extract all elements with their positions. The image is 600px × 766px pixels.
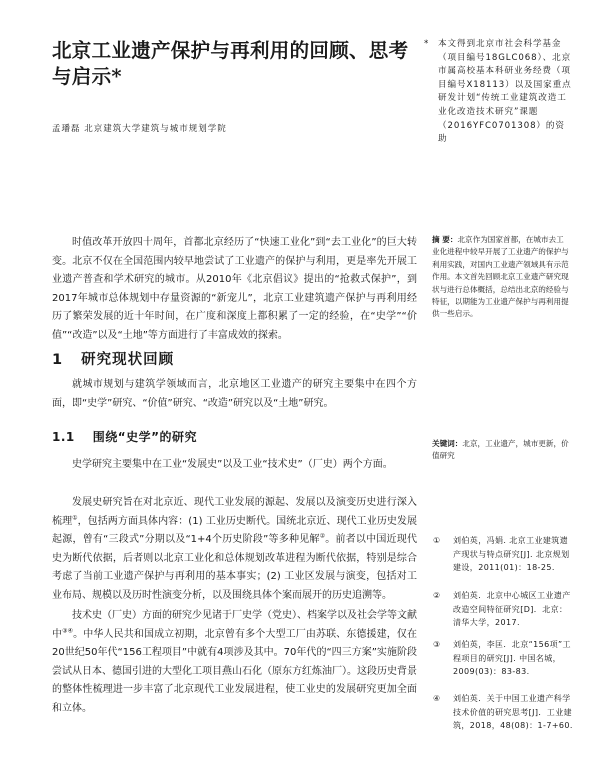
funding-note-marker: *: [424, 39, 429, 49]
section-title: 研究现状回顾: [81, 352, 175, 368]
history-paragraph-2: [52, 494, 417, 605]
section1-paragraph: 就城市规划与建筑学领域而言，北京地区工业遗产的研究主要集中在四个方面，即“史学”研究、“价值”研究、“改造”研究以及“土地”研究。: [52, 379, 417, 409]
para3-text-b: 。中华人民共和国成立初期，北京曾有多个大型工厂由苏联、东德援建，仅在20世纪50年代“156工程项目”中就有4项涉及其中。70年代的“四三方案”实施阶段尝试从日本、德国引进的大型化工项目燕山石化（原东方红炼油厂）。这段历史背景的整体性梳理进一步丰富了北京现代工业发展进程，使工业史的发展研究更加全面和立体。: [52, 628, 418, 714]
abstract-label: 摘 要：: [432, 235, 458, 244]
footnote-marker: ③: [433, 640, 441, 649]
para3-text-a: 技术史（厂史）方面的研究少见诸于厂史学（党史）、档案学以及社会学等文献中: [52, 610, 417, 640]
history-paragraph-1: 史学研究主要集中在工业“发展史”以及工业“技术史”（厂史）两个方面。: [72, 459, 393, 470]
keywords-label: 关键词：: [432, 439, 463, 448]
footnote-text: 刘伯英．关于中国工业遗产科学技术价值的研究思考[J]．工业建筑，2018，48(08)：1-7+60.: [453, 694, 573, 730]
subsection-heading-1-1: [52, 428, 197, 445]
para2-text-c: 。前者以中国近现代史为断代依据，后者则以北京工业化和总体规划改革进程为断代依据，特别是综合考虑了当前工业遗产保护与再利用的基本事实；(2) 工业区发展与演变，包括对工业布局、规模以及历时性演变分析，以及围绕具体个案而展开的历史追溯等。: [52, 534, 417, 601]
abstract-text: 北京作为国家首都，在城市去工业化进程中较早开展了工业遗产的保护与利用实践，对国内工业遗产领域具有示范作用。本文首先回顾北京工业遗产研究现状与进行总体概括，总结出北京的经验与特征，以期能为工业遗产保护与再利用提供一些启示。: [432, 235, 569, 319]
subsection-title: 围绕“史学”的研究: [92, 430, 198, 444]
footnote: [433, 692, 573, 733]
funding-note-text: 本文得到北京市社会科学基金（项目编号18GLC068）、北京市属高校基本科研业务经费（项目编号X18113）以及国家重点研发计划“传统工业建筑改造工业化改造技术研究”课题（2016YFC0701308）的资助: [438, 39, 572, 145]
para2-text-a: 发展史研究旨在对北京近、现代工业发展的源起、发展以及演变历史进行深入梳理: [52, 497, 417, 527]
para2-text-b: ，包括两方面具体内容：(1) 工业历史断代。国统北京近、现代工业历史发展起源，曾有“三段式”分期以及“1+4个历史阶段”等多种见解: [52, 515, 418, 545]
section-heading-1: [52, 348, 174, 369]
keywords-block: [432, 438, 570, 463]
footnote-text: 刘伯英，冯娟. 北京工业建筑遗产现状与特点研究[J]. 北京规划建设，2011(01)：18-25.: [453, 536, 570, 572]
footnote-marker: ④: [433, 694, 441, 703]
funding-note: [424, 38, 574, 147]
footnote-marker: ①: [433, 536, 441, 545]
footnote-text: 刘伯英，李匡．北京“156项”工程项目的研究[J]. 中国名城，2009(03)：83-83.: [453, 640, 571, 676]
section-number: 1: [52, 352, 64, 368]
footnote: [433, 638, 573, 679]
history-paragraph-3: [52, 607, 417, 718]
footnote-ref-1: ①: [72, 514, 78, 522]
footnote-text: 刘伯英．北京中心城区工业遗产改造空间特征研究[D]．北京：清华大学，2017.: [453, 591, 571, 627]
footnote: [433, 589, 573, 630]
keywords-text: 北京，工业遗产，城市更新，价值研究: [432, 439, 569, 461]
intro-paragraph: 时值改革开放四十周年，首都北京经历了“快速工业化”到“去工业化”的巨大转变。北京不仅在全国范围内较早地尝试了工业遗产的保护与利用，更是率先开展工业遗产普查和学术研究的城市。从2010年《北京倡议》提出的“抢救式保护”，到2017年城市总体规划中存量资源的“新宠儿”，北京工业建筑遗产保护与再利用经历了繁荣发展的近十年时间，在广度和深度上都积累了一定的经验，在“史学”“价值”“改造”以及“土地”等方面进行了丰富成效的探索。: [52, 237, 417, 341]
footnote-marker: ②: [433, 591, 441, 600]
author-affiliation: 孟璠磊 北京建筑大学建筑与城市规划学院: [52, 124, 227, 134]
footnote: [433, 534, 573, 575]
footnote-ref-2: ②: [319, 532, 326, 540]
abstract-block: [432, 234, 570, 321]
subsection-number: 1.1: [52, 430, 75, 444]
article-title: 北京工业遗产保护与再利用的回顾、思考与启示*: [52, 39, 409, 88]
footnote-ref-3-4: ③④: [62, 627, 74, 635]
